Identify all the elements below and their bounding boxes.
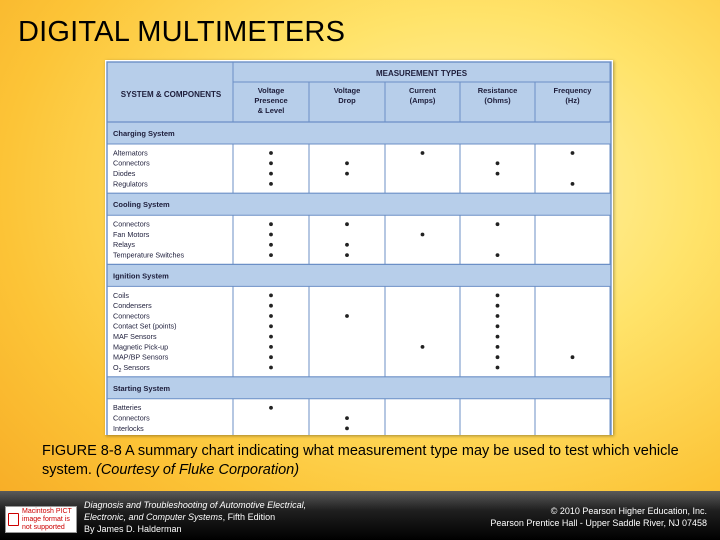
component-label: Connectors (113, 158, 150, 168)
footer-book-info (84, 499, 384, 535)
section-title: Ignition System (113, 271, 169, 281)
measurement-table (105, 60, 613, 435)
figure-caption-text: A summary chart indicating what measurement type may be used to test which vehicle system. (42, 443, 679, 478)
column-header-text: Voltage (333, 86, 361, 95)
measurement-dot (571, 355, 575, 359)
measurement-dot (345, 427, 349, 431)
measurement-chart (105, 60, 613, 435)
figure-caption (42, 442, 702, 480)
component-label: Fan Motors (113, 229, 150, 239)
measurement-types-header: MEASUREMENT TYPES (375, 69, 468, 78)
column-header-text: Resistance (477, 86, 518, 95)
figure-label: FIGURE 8-8 (42, 443, 122, 459)
measurement-dot (496, 294, 500, 298)
column-header-text: (Ohms) (484, 96, 511, 105)
column-header-text: Drop (338, 96, 356, 105)
measurement-dot (269, 366, 273, 370)
footer-copyright (387, 505, 707, 529)
section-header-bg (107, 193, 611, 215)
component-label: Alternators (113, 148, 148, 158)
measurement-dot (269, 335, 273, 339)
publisher-line: Pearson Prentice Hall - Upper Saddle River, NJ 07458 (490, 518, 707, 528)
measurement-dot (269, 243, 273, 247)
component-label: Regulators (113, 179, 148, 189)
component-label: MAF Sensors (113, 332, 157, 341)
measurement-dot (571, 182, 575, 186)
measurement-dot (269, 182, 273, 186)
measurement-dot (421, 151, 425, 155)
component-label: Connectors (113, 413, 150, 423)
measurement-dot (496, 335, 500, 339)
column-header-text: Current (408, 86, 437, 95)
broken-image-icon (8, 513, 19, 526)
component-label (113, 434, 145, 435)
book-title-line-1: Diagnosis and Troubleshooting of Automotive Electrical, (84, 500, 307, 510)
measurement-dot (421, 233, 425, 237)
component-label: Coils (113, 290, 129, 300)
measurement-dot (496, 304, 500, 308)
measurement-dot (269, 406, 273, 410)
column-header-text: Voltage (257, 86, 285, 95)
measurement-dot (269, 324, 273, 328)
system-components-header: SYSTEM & COMPONENTS (120, 90, 222, 99)
copyright-line: © 2010 Pearson Higher Education, Inc. (550, 506, 707, 516)
measurement-dot (269, 222, 273, 226)
component-label: $O_2$ Sensors (113, 362, 150, 374)
measurement-dot (345, 243, 349, 247)
component-label: MAP/BP Sensors (113, 352, 169, 362)
measurement-dot (496, 314, 500, 318)
column-header-text: Presence (254, 96, 288, 105)
measurement-dot (345, 314, 349, 318)
measurement-dot (345, 222, 349, 226)
measurement-dot (571, 151, 575, 155)
measurement-dot (269, 304, 273, 308)
measurement-dot (345, 161, 349, 165)
measurement-dot (496, 161, 500, 165)
section-title: Starting System (113, 383, 171, 393)
component-label: Condensers (113, 301, 152, 311)
component-label: Interlocks (113, 423, 144, 433)
component-label: Connectors (113, 219, 150, 229)
measurement-dot (496, 222, 500, 226)
measurement-dot (421, 345, 425, 349)
measurement-dot (496, 355, 500, 359)
component-label: Batteries (113, 403, 142, 413)
book-edition: , Fifth Edition (222, 512, 276, 522)
unsupported-image-badge (5, 506, 77, 533)
book-title-line-2: Electronic, and Computer Systems (84, 512, 223, 522)
column-header-text: (Amps) (409, 96, 436, 105)
measurement-dot (269, 151, 273, 155)
measurement-dot (496, 253, 500, 257)
section-title: Charging System (113, 129, 175, 138)
measurement-dot (269, 345, 273, 349)
measurement-dot (496, 366, 500, 370)
slide-title: DIGITAL MULTIMETERS (18, 16, 346, 48)
column-header-text: (Hz) (565, 96, 580, 105)
measurement-dot (269, 233, 273, 237)
column-header-text: & Level (257, 106, 285, 115)
section-header-bg (107, 377, 611, 399)
column-header-text: Frequency (553, 86, 592, 95)
badge-text: Macintosh PICT image format is not supported (22, 508, 72, 531)
measurement-dot (269, 172, 273, 176)
component-label: Contact Set (points) (113, 321, 177, 331)
figure-credit: (Courtesy of Fluke Corporation) (95, 462, 300, 478)
measurement-dot (269, 294, 273, 298)
measurement-dot (496, 345, 500, 349)
component-label: Diodes (113, 169, 136, 178)
measurement-dot (496, 324, 500, 328)
measurement-dot (345, 172, 349, 176)
component-label: Magnetic Pick-up (113, 342, 169, 352)
component-label: Temperature Switches (113, 250, 185, 260)
measurement-dot (269, 253, 273, 257)
section-title: Cooling System (113, 200, 170, 210)
measurement-dot (269, 314, 273, 318)
component-label: Relays (113, 240, 135, 250)
book-author: By James D. Halderman (84, 524, 182, 534)
section-header-bg (107, 122, 611, 144)
component-label: Connectors (113, 311, 150, 321)
measurement-dot (345, 416, 349, 420)
section-header-bg (107, 264, 611, 286)
measurement-dot (269, 161, 273, 165)
measurement-dot (496, 172, 500, 176)
measurement-dot (269, 355, 273, 359)
measurement-dot (345, 253, 349, 257)
